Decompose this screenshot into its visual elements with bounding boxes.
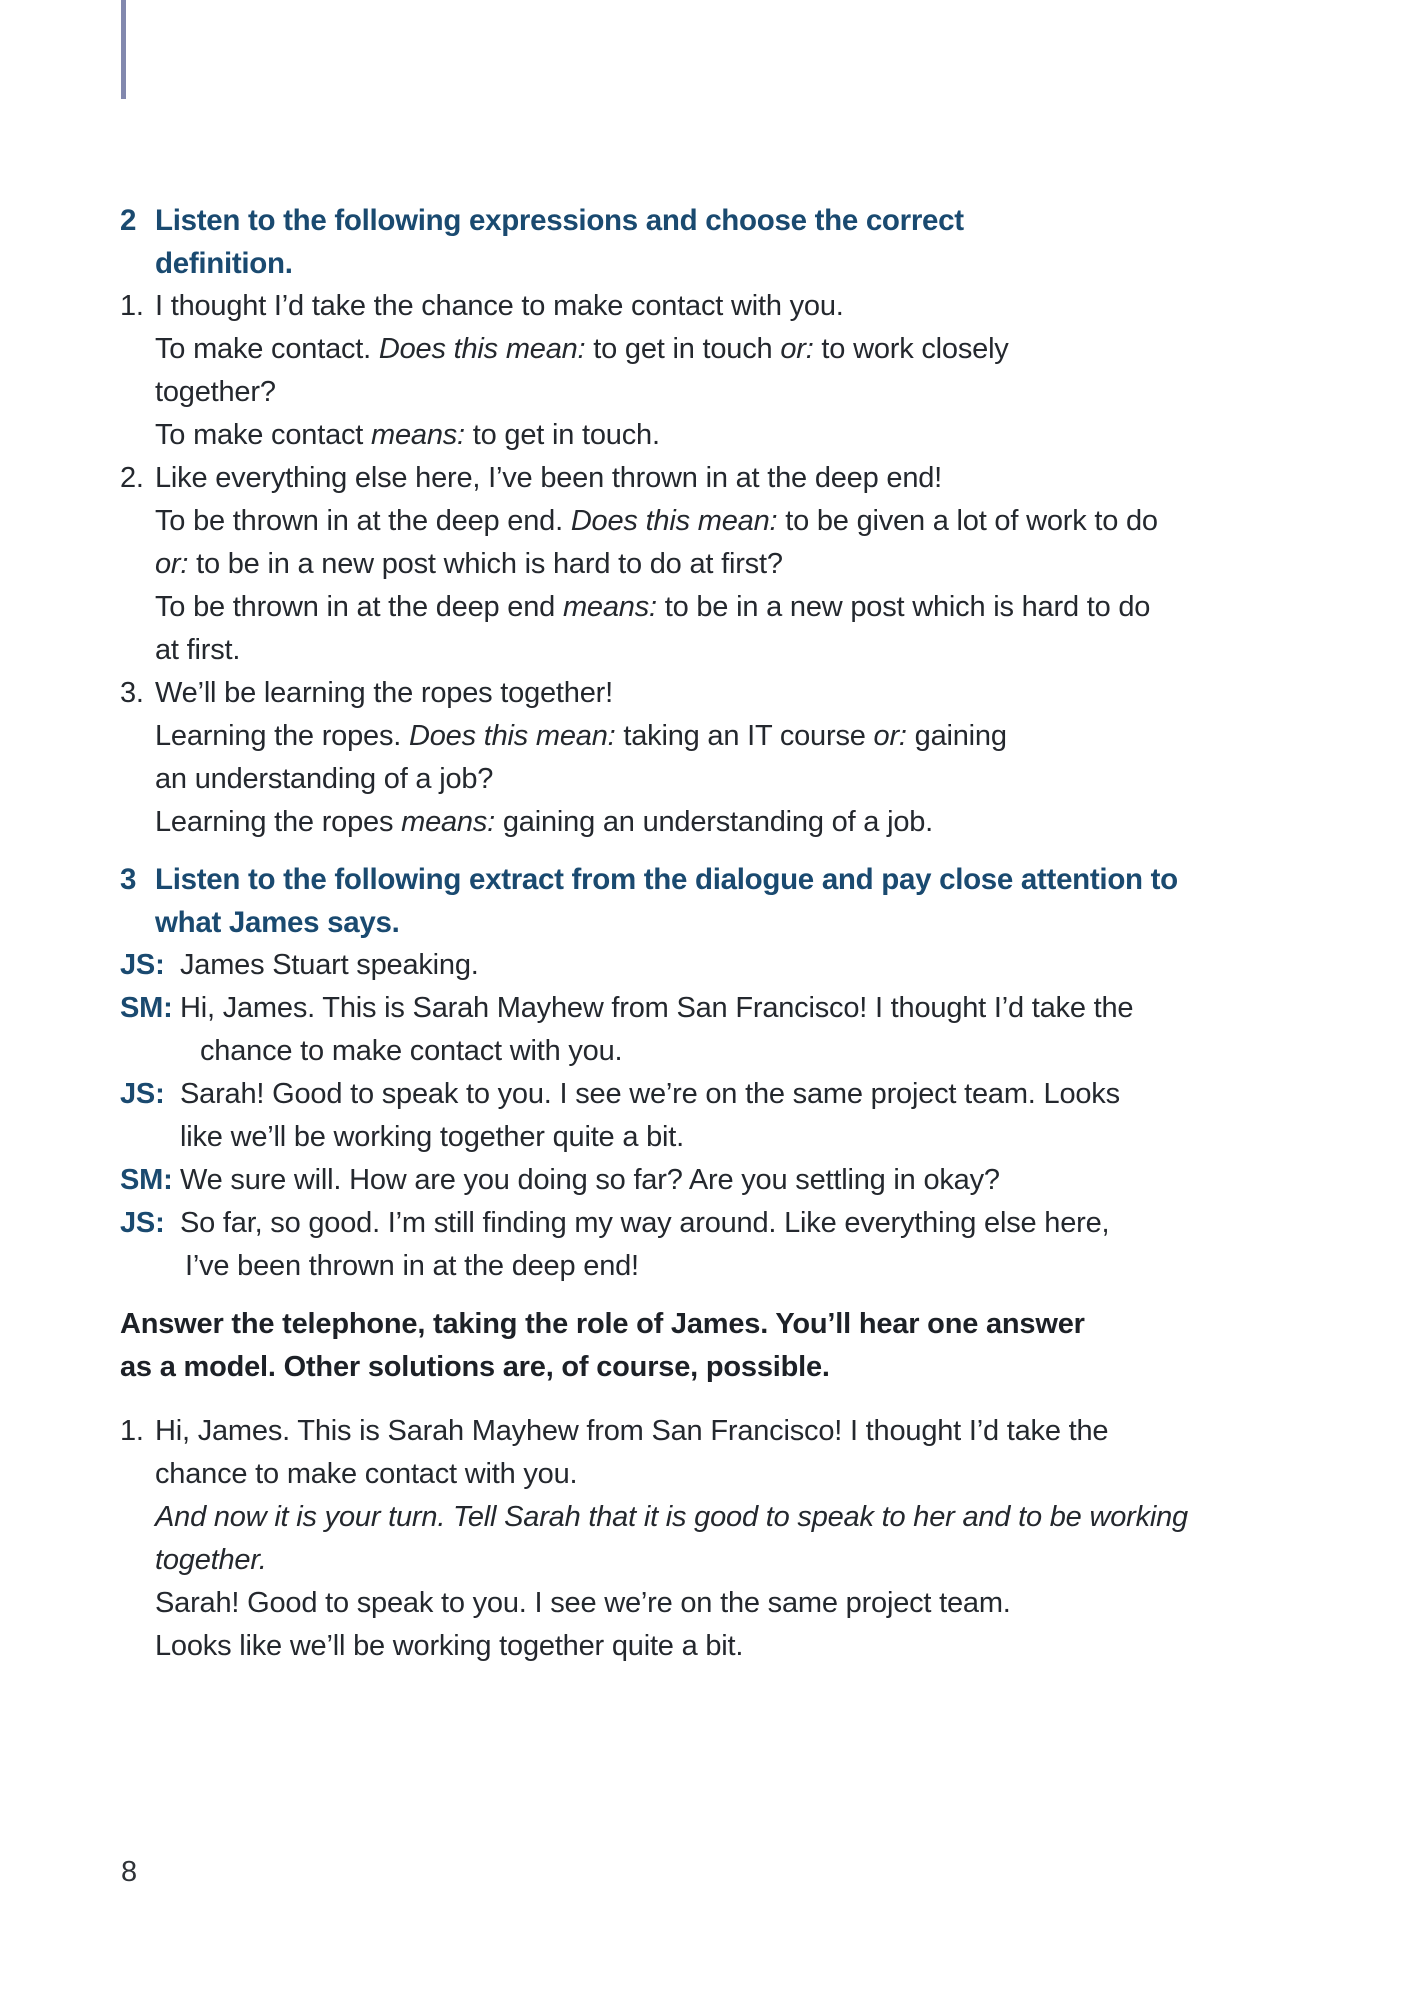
text-line [155, 858, 1400, 901]
text-line [155, 1496, 1400, 1539]
text: Learning the ropes [155, 806, 402, 838]
dialogue-turn [120, 1202, 1400, 1288]
text-line [155, 1539, 1400, 1582]
text-line [180, 1116, 1400, 1159]
text: at first. [155, 634, 241, 666]
text: Sarah! Good to speak to you. I see we’re on the same project team. [155, 1587, 1011, 1619]
dialogue-turn [120, 987, 1400, 1073]
speaker-label: SM: [120, 1164, 173, 1196]
list-item-text [155, 672, 1400, 844]
list-item [120, 457, 1400, 672]
text: Like everything else here, I’ve been thrown in at the deep end! [155, 462, 943, 494]
dialogue-text [180, 987, 1400, 1073]
text: We sure will. How are you doing so far? Are you settling in okay? [180, 1164, 1000, 1196]
speaker-label: JS: [120, 949, 165, 981]
exercise-2-heading [120, 199, 1400, 285]
text: Listen to the following expressions and choose the correct [155, 204, 964, 237]
text: chance to make contact with you. [155, 1458, 578, 1490]
text: Listen to the following extract from the dialogue and pay close attention to [155, 863, 1178, 896]
page-content [120, 199, 1400, 1668]
text: Sarah! Good to speak to you. I see we’re on the same project team. Looks [180, 1078, 1120, 1110]
text: together? [155, 376, 276, 408]
list-item-number: 1. [120, 1415, 144, 1447]
text-line [155, 758, 1400, 801]
italic-text: or: [780, 333, 814, 365]
text: Hi, James. This is Sarah Mayhew from San Francisco! I thought I’d take the [180, 992, 1134, 1024]
text: like we’ll be working together quite a bit. [180, 1121, 685, 1153]
exercise-2-number: 2 [120, 204, 137, 237]
text-line [155, 629, 1400, 672]
text-line [155, 199, 1400, 242]
text: gaining an understanding of a job. [495, 806, 934, 838]
list-item-number: 1. [120, 290, 144, 322]
list-item-number: 2. [120, 462, 144, 494]
page-number: 8 [121, 1856, 138, 1888]
text: to get in touch. [464, 419, 660, 451]
task-instruction [120, 1303, 1400, 1389]
text-line [155, 242, 1400, 285]
text: To be thrown in at the deep end. [155, 505, 571, 537]
margin-bar [121, 0, 126, 99]
list-item [120, 672, 1400, 844]
text-line [155, 672, 1400, 715]
text: I thought I’d take the chance to make contact with you. [155, 290, 844, 322]
text: Answer the telephone, taking the role of James. You’ll hear one answer [120, 1308, 1085, 1340]
speaker-label: SM: [120, 992, 173, 1024]
dialogue-text [180, 944, 1400, 987]
dialogue-text [180, 1159, 1400, 1202]
text: I’ve been thrown in at the deep end! [185, 1250, 639, 1282]
text: to get in touch [585, 333, 781, 365]
dialogue-turn [120, 944, 1400, 987]
dialogue-text [180, 1202, 1400, 1288]
text-line [155, 801, 1400, 844]
text: To make contact. [155, 333, 379, 365]
italic-text: And now it is your turn. Tell Sarah that it is good to speak to her and to be working [155, 1501, 1188, 1533]
text-line [155, 1410, 1400, 1453]
dialogue [120, 944, 1400, 1288]
exercise-2-title [155, 199, 1400, 285]
text: definition. [155, 247, 293, 280]
text: to be in a new post which is hard to do [656, 591, 1151, 623]
text-line [155, 328, 1400, 371]
list-item [120, 1410, 1400, 1668]
text-line [155, 901, 1400, 944]
text: James Stuart speaking. [180, 949, 479, 981]
text: as a model. Other solutions are, of course, possible. [120, 1351, 830, 1383]
text-line [120, 1303, 1400, 1346]
text: gaining [906, 720, 1007, 752]
italic-text: or: [873, 720, 907, 752]
model-answer-items [120, 1410, 1400, 1668]
list-item [120, 285, 1400, 457]
list-item-text [155, 1410, 1400, 1668]
text: To make contact [155, 419, 372, 451]
italic-text: means: [371, 419, 465, 451]
text: So far, so good. I’m still finding my way around. Like everything else here, [180, 1207, 1110, 1239]
speaker-label: JS: [120, 1078, 165, 1110]
italic-text: Does this mean: [408, 720, 616, 752]
text-line [180, 1159, 1400, 1202]
text-line [155, 414, 1400, 457]
text-line [155, 1582, 1400, 1625]
list-item-number: 3. [120, 677, 144, 709]
italic-text: means: [562, 591, 657, 623]
list-item-text [155, 457, 1400, 672]
italic-text: means: [401, 806, 496, 838]
text: Hi, James. This is Sarah Mayhew from San Francisco! I thought I’d take the [155, 1415, 1109, 1447]
exercise-3-title [155, 858, 1400, 944]
text: To be thrown in at the deep end [155, 591, 563, 623]
text: what James says. [155, 906, 400, 939]
text-line [155, 285, 1400, 328]
dialogue-turn [120, 1159, 1400, 1202]
list-item-text [155, 285, 1400, 457]
italic-text: or: [155, 548, 189, 580]
dialogue-turn [120, 1073, 1400, 1159]
text: Looks like we’ll be working together quite a bit. [155, 1630, 744, 1662]
text-line [155, 586, 1400, 629]
text-line [155, 1453, 1400, 1496]
text: an understanding of a job? [155, 763, 494, 795]
text: taking an IT course [615, 720, 874, 752]
text: to be in a new post which is hard to do at first? [188, 548, 783, 580]
text-line [155, 500, 1400, 543]
text-line [180, 1202, 1400, 1245]
exercise-3-section [120, 858, 1400, 1288]
text-line [180, 1073, 1400, 1116]
dialogue-text [180, 1073, 1400, 1159]
text-line [180, 944, 1400, 987]
text-line [180, 987, 1400, 1030]
italic-text: Does this mean: [570, 505, 778, 537]
text: We’ll be learning the ropes together! [155, 677, 613, 709]
text: to work closely [813, 333, 1009, 365]
text-line [120, 1346, 1400, 1389]
text-line [155, 1625, 1400, 1668]
text-line [155, 457, 1400, 500]
italic-text: together. [155, 1544, 267, 1576]
text: to be given a lot of work to do [777, 505, 1158, 537]
exercise-3-heading [120, 858, 1400, 944]
text: chance to make contact with you. [200, 1035, 623, 1067]
exercise-2-section [120, 199, 1400, 844]
text-line [155, 543, 1400, 586]
text: Learning the ropes. [155, 720, 409, 752]
text-line [200, 1030, 1400, 1073]
text-line [185, 1245, 1400, 1288]
speaker-label: JS: [120, 1207, 165, 1239]
exercise-2-items [120, 285, 1400, 844]
text-line [155, 715, 1400, 758]
text-line [155, 371, 1400, 414]
italic-text: Does this mean: [378, 333, 586, 365]
exercise-3-number: 3 [120, 863, 137, 896]
